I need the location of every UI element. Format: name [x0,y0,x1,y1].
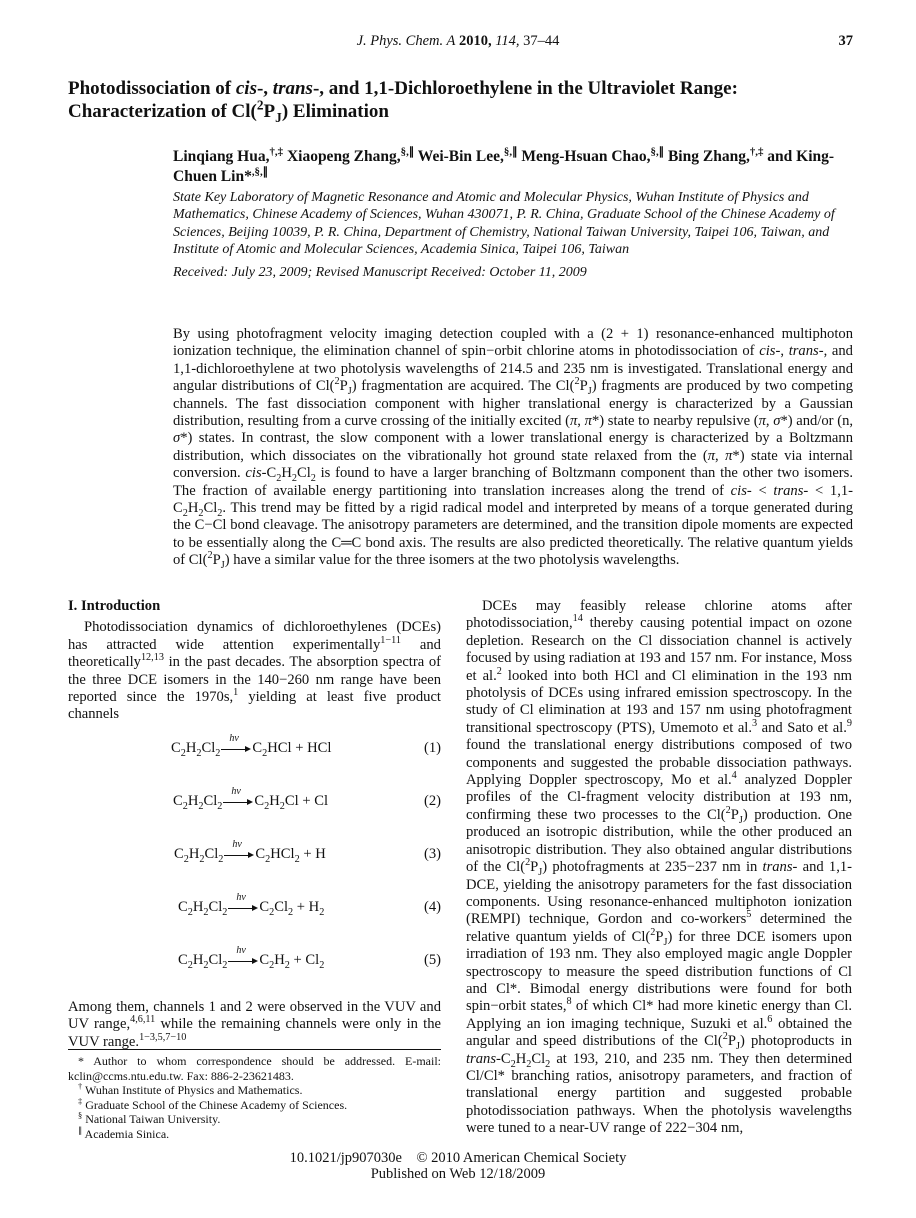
footnote: ‡ Graduate School of the Chinese Academy of Sciences. [78,1096,348,1112]
arrow-icon [224,838,254,860]
equations [68,724,441,989]
page-footer [0,1150,916,1182]
photon-label: hν [236,944,246,956]
products: $C_2H_2 + Cl_2$ [259,951,325,971]
article-title: Photodissociation of cis-, trans-, and 1,1-Dichloroethylene in the Ultraviolet Range: Characterization of $Cl(^2P_J)$ Elimination [68,78,738,125]
reactant: $C_2H_2Cl_2$ [174,845,224,865]
arrow-icon [221,732,251,754]
reactant: $C_2H_2Cl_2$ [173,792,223,812]
equation [68,936,441,989]
equation [68,830,441,883]
products: $C_2HCl$ + HCl [252,739,332,759]
photon-label: hν [236,891,246,903]
reactant: $C_2H_2Cl_2$ [178,951,228,971]
footnote: † Wuhan Institute of Physics and Mathematics. [78,1082,303,1098]
products: $C_2Cl_2 + H_2$ [259,898,325,918]
author-list: Linqiang Hua,†,‡ Xiaopeng Zhang,§,∥ Wei-Bin Lee,§,∥ Meng-Hsuan Chao,§,∥ Bing Zhang,†,‡ and King-Chuen Lin*,§,∥ [173,145,835,185]
footnote: ∥ Academia Sinica. [78,1125,170,1141]
received-dates: Received: July 23, 2009; Revised Manuscript Received: October 11, 2009 [173,265,587,280]
right-column [466,598,852,1138]
equation-number: (3) [423,845,441,862]
abstract: By using photofragment velocity imaging detection coupled with a (2 + 1) resonance-enhanced multiphoton ionization technique, the elimination channel of spin−orbit chlorine atoms in photodissociation of cis-, trans-, and 1,1-dichloroethylene at two photolysis wavelengths of 214.5 and 235 nm is investigated. Translational energy and angular distributions of $Cl(^2P_J)$ fragmentation are acquired. The $Cl(^2P_J)$ fragments are produced by two competing channels. The fast dissociation component with higher translational energy is characterized by a Gaussian distribution, resulting from a curve crossing of the initially excited (π, π*) state to nearby repulsive (π, σ*) and/or (n, σ*) states. In contrast, the slow component with a lower translational energy is characterized by a Boltzmann distribution, which dissociates on the vibrationally hot ground state relaxed from the (π, π*) state via internal conversion. cis-$C_2H_2Cl_2$ is found to have a larger branching of Boltzmann component than the other two isomers. The fraction of available energy partitioning into translation increases along the trend of cis- < trans- < $1,1-C_2H_2Cl_2$. This trend may be fitted by a rigid radical model and interpreted by means of a torque generated during the C−Cl bond cleavage. The anisotropy parameters are determined, and the transition dipole moments are expected to be essentially along the C═C bond axis. The results are also predicted theoretically. The relative quantum yields of $Cl(^2P_J)$ have a similar value for the three isomers at the two photolysis wavelengths. [173,326,854,572]
reactant: $C_2H_2Cl_2$ [171,739,221,759]
footnotes [68,1054,441,1142]
footnote-divider [68,1049,441,1050]
affiliations: State Key Laboratory of Magnetic Resonance and Atomic and Molecular Physics, Wuhan Institute of Physics and Mathematics, Chinese Academy of Sciences, Wuhan 430071, P. R. China, Graduate School of the Chinese Academy of Sciences, Beijing 10039, P. R. China, Department of Chemistry, National Taiwan University, Taipei 106, Taiwan, and Institute of Atomic and Molecular Sciences, Academia Sinica, Taipei 106, Taiwan [173,190,835,258]
equation-number: (4) [423,898,441,915]
intro-paragraph-2: Among them, channels 1 and 2 were observed in the VUV and UV range,$^{4,6,11}$ while the remaining channels were only in the VUV range.$^{1-3,5,7-10}$ [68,998,441,1050]
intro-paragraph-3: DCEs may feasibly release chlorine atoms after photodissociation,$^{14}$ thereby causing potential impact on ozone depletion. Research on the Cl dissociation channel is actively focused by using radiation at 193 and 157 nm. For instance, Moss et al.$^2$ looked into both HCl and Cl elimination in the 193 nm photolysis of DCEs using infrared emission spectroscopy. In the study of Cl elimination at 193 and 157 nm using photofragment transitional spectroscopy (PTS), Umemoto et al.$^3$ and Sato et al.$^9$ found the translational energy distributions composed of two components and suggested the probable dissociation pathways. Applying Doppler spectroscopy, Mo et al.$^4$ analyzed Doppler profiles of the Cl-fragment velocity distribution at 193 nm, confirming these two processes to the $Cl(^2P_J)$ production. One produced an isotropic distribution, while the other produced an anisotropic distribution. They also obtained angular distributions of the $Cl(^2P_J)$ photofragments at 235−237 nm in trans- and 1,1-DCE, yielding the anisotropy parameters for the fast dissociation components. Using resonance-enhanced multiphoton ionization (REMPI) technique, Gordon and co-workers$^5$ determined the relative quantum yields of $Cl(^2P_J)$ for three DCE isomers upon irradiation of 193 nm. They also employed magic angle Doppler spectroscopy to measure the speed distribution functions of Cl and Cl*. Bimodal energy distributions were found for both spin−orbit states,$^8$ of which Cl* had more kinetic energy than Cl. Applying an ion imaging technique, Suzuki et al.$^6$ obtained the angular and speed distributions of the $Cl(^2P_J)$ photoproducts in trans-$C_2H_2Cl_2$ at 193, 210, and 235 nm. They then determined Cl/Cl* branching ratios, anisotropy parameters, and fraction of translational energy partition and suggested probable photodissociation pathways. When the photolysis wavelengths were tuned to a near-UV range of 222−304 nm, [466,598,852,1137]
photon-label: hν [232,838,242,850]
products: $C_2HCl_2 + H$ [255,845,326,865]
arrow-icon [228,891,258,913]
copyright: © 2010 American Chemical Society [416,1150,627,1166]
arrow-icon [223,785,253,807]
equation [68,777,441,830]
arrow-icon [228,944,258,966]
intro-paragraph-1: Photodissociation dynamics of dichloroethylenes (DCEs) has attracted wide attention experimentally$^{1-11}$ and theoretically$^{12,13}$ in the past decades. The absorption spectra of the three DCE isomers in the 140−260 nm range have been reported since the 1970s,$^1$ yielding at least five product channels [68,619,441,723]
reactant: $C_2H_2Cl_2$ [178,898,228,918]
running-head: J. Phys. Chem. A 2010, 114, 37–44 [356,33,560,49]
photon-label: hν [229,732,239,744]
doi: 10.1021/jp907030e [289,1150,402,1166]
equation-number: (1) [423,739,441,756]
footnote-correspondence: * Author to whom correspondence should be addressed. E-mail: kclin@ccms.ntu.edu.tw. Fax: 886-2-23621483. [68,1054,441,1083]
equation [68,724,441,777]
equation [68,883,441,936]
footnote: § National Taiwan University. [78,1111,221,1127]
equation-number: (5) [423,951,441,968]
left-column [68,598,441,1051]
products: $C_2H_2Cl + Cl$ [254,792,329,812]
photon-label: hν [231,785,241,797]
section-heading-introduction: I. Introduction [68,598,161,614]
equation-number: (2) [423,792,441,809]
published-date: Published on Web 12/18/2009 [370,1166,546,1182]
page-number: 37 [838,33,853,49]
